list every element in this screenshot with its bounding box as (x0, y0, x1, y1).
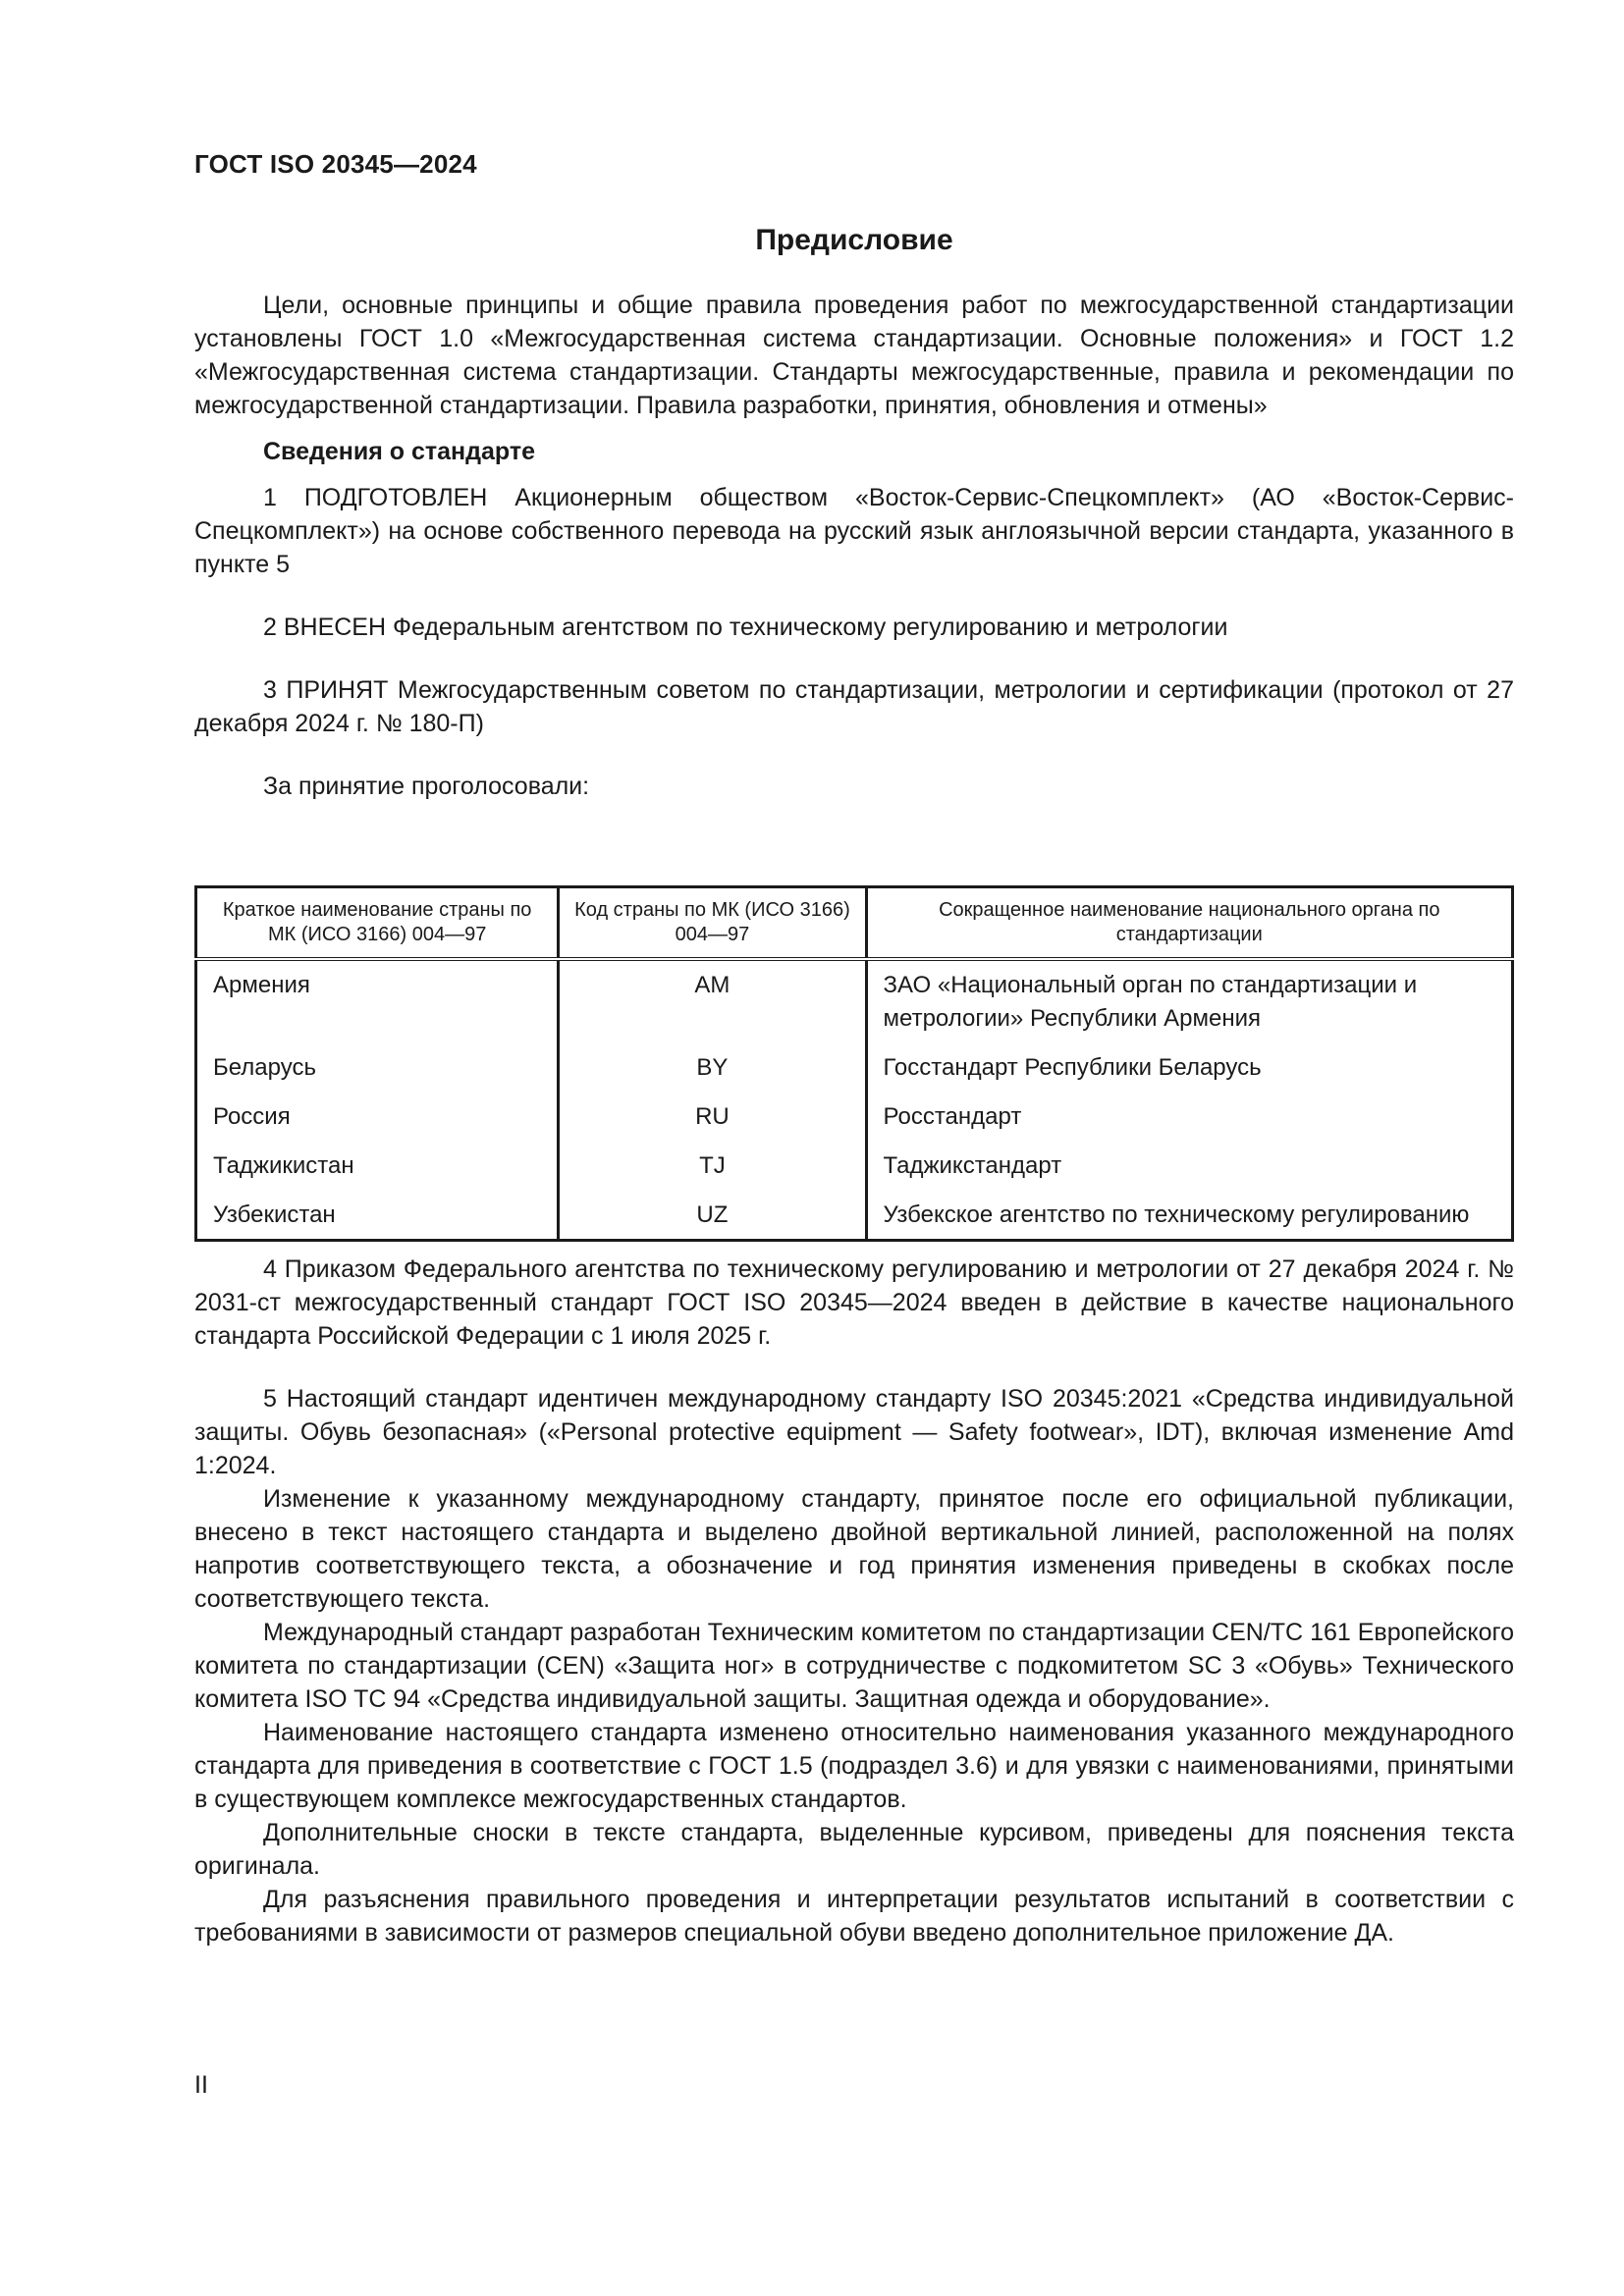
country-code: BY (559, 1051, 866, 1100)
item-4-order: 4 Приказом Федерального агентства по техническому регулированию и метрологии от 27 декабря 2024 г. № 2031-ст межгосударственный стандарт ГОСТ ISO 20345—2024 введен в действие в качестве национального стандарта Российской Федерации с 1 июля 2025 г. (194, 1255, 1514, 1350)
item-1-prepared: 1 ПОДГОТОВЛЕН Акционерным обществом «Восток-Сервис-Спецкомплект» (АО «Восток-Сервис-Спецкомплект») на основе собственного перевода на русский язык англоязычной версии стандарта, указанного в пункте 5 (194, 484, 1514, 578)
section-heading: Сведения о стандарте (263, 438, 536, 465)
item-5-amendment-note: Изменение к указанному международному стандарту, принятое после его официальной публикации, внесено в текст настоящего стандарта и выделено двойной вертикальной линией, расположенной на полях напротив соответствующего текста, а обозначение и год принятия изменения приведены в скобках после соответствующего текста. (194, 1485, 1514, 1613)
national-body: Росстандарт (866, 1100, 1512, 1149)
national-body: Госстандарт Республики Беларусь (866, 1051, 1512, 1100)
column-header-national-body: Сокращенное наименование национального органа по стандартизации (866, 887, 1512, 960)
table-row (196, 1149, 1513, 1199)
intro-block (194, 289, 1514, 803)
item-5-developer-note: Международный стандарт разработан Техническим комитетом по стандартизации CEN/TC 161 Европейского комитета по стандартизации (CEN) «Защита ног» в сотрудничестве с подкомитетом SC 3 «Обувь» Технического комитета ISO TC 94 «Средства индивидуальной защиты. Защитная одежда и оборудование». (194, 1619, 1514, 1713)
country-name: Россия (196, 1100, 559, 1149)
intro-paragraph: Цели, основные принципы и общие правила проведения работ по межгосударственной стандартизации установлены ГОСТ 1.0 «Межгосударственная система стандартизации. Основные положения» и ГОСТ 1.2 «Межгосударственная система стандартизации. Стандарты межгосударственные, правила и рекомендации по межгосударственной стандартизации. Правила разработки, принятия, обновления и отмены» (194, 292, 1514, 419)
table-row (196, 959, 1513, 1051)
country-code: UZ (559, 1199, 866, 1241)
page-number: II (194, 2071, 208, 2099)
column-header-country: Краткое наименование страны по МК (ИСО 3166) 004—97 (196, 887, 559, 960)
table-row (196, 1051, 1513, 1100)
item-2-submitted: 2 ВНЕСЕН Федеральным агентством по техническому регулированию и метрологии (263, 614, 1228, 641)
country-name: Узбекистан (196, 1199, 559, 1241)
item-5-footnotes-note: Дополнительные сноски в тексте стандарта, выделенные курсивом, приведены для пояснения текста оригинала. (194, 1819, 1514, 1880)
table-row (196, 1100, 1513, 1149)
item-5-identical: 5 Настоящий стандарт идентичен международному стандарту ISO 20345:2021 «Средства индивидуальной защиты. Обувь безопасная» («Personal protective equipment — Safety footwear», IDT), включая изменение Amd 1:2024. (194, 1385, 1514, 1479)
table-row (196, 1199, 1513, 1241)
country-code: AM (559, 959, 866, 1051)
vote-intro: За принятие проголосовали: (263, 773, 590, 800)
item-5-annex-note: Для разъяснения правильного проведения и интерпретации результатов испытаний в соответствии с требованиями в зависимости от размеров специальной обуви введено дополнительное приложение ДА. (194, 1886, 1514, 1947)
national-body: ЗАО «Национальный орган по стандартизации и метрологии» Республики Армения (866, 959, 1512, 1051)
item-5-name-change-note: Наименование настоящего стандарта изменено относительно наименования указанного международного стандарта для приведения в соответствие с ГОСТ 1.5 (подраздел 3.6) и для увязки с наименованиями, принятыми в существующем комплексе межгосударственных стандартов. (194, 1719, 1514, 1813)
national-body: Узбекское агентство по техническому регулированию (866, 1199, 1512, 1241)
voting-countries-table (194, 885, 1514, 1242)
country-name: Армения (196, 959, 559, 1051)
column-header-code: Код страны по МК (ИСО 3166) 004—97 (559, 887, 866, 960)
document-id-header: ГОСТ ISO 20345—2024 (194, 149, 477, 179)
item-3-adopted: 3 ПРИНЯТ Межгосударственным советом по стандартизации, метрологии и сертификации (протокол от 27 декабря 2024 г. № 180-П) (194, 676, 1514, 737)
table-header-row (196, 887, 1513, 960)
country-name: Таджикистан (196, 1149, 559, 1199)
country-code: TJ (559, 1149, 866, 1199)
after-table-block (194, 1253, 1514, 1949)
page-title: Предисловие (755, 224, 953, 256)
country-code: RU (559, 1100, 866, 1149)
country-name: Беларусь (196, 1051, 559, 1100)
national-body: Таджикстандарт (866, 1149, 1512, 1199)
